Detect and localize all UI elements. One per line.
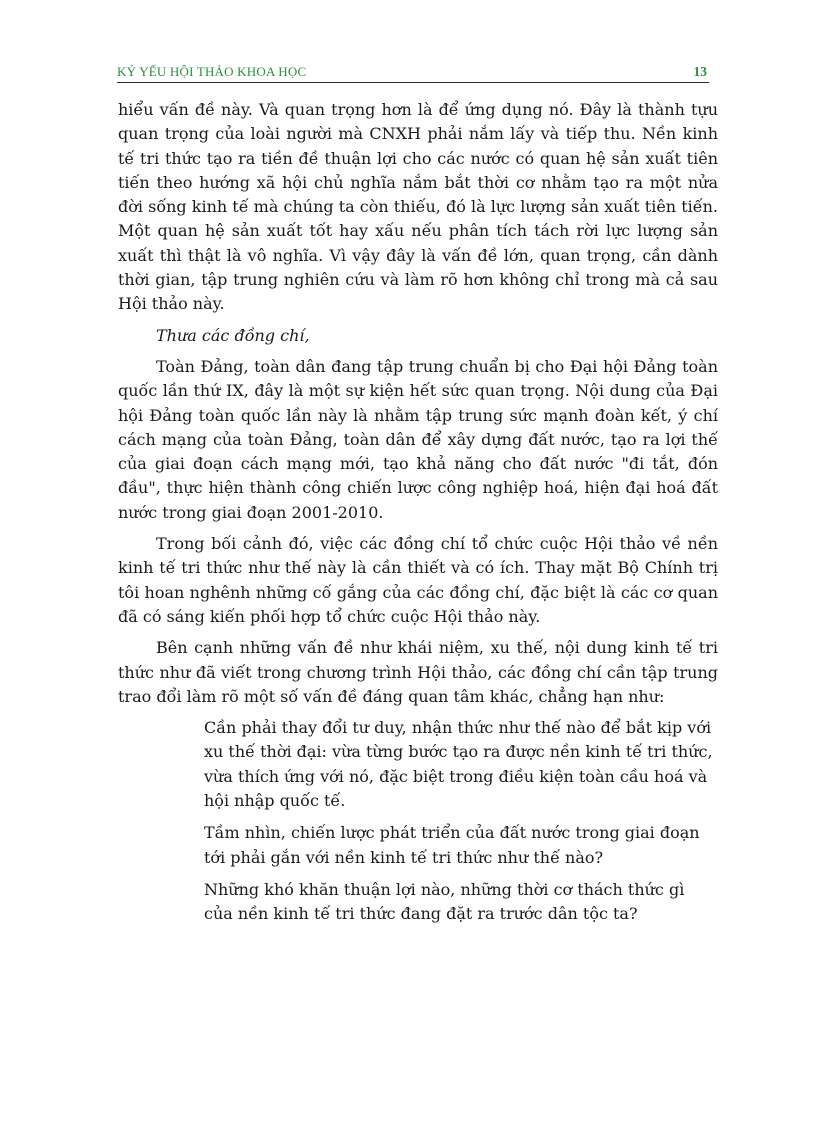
running-header <box>117 62 709 83</box>
body-paragraph-4: Bên cạnh những vấn đề như khái niệm, xu thế, nội dung kinh tế tri thức như đã viết trong chương trình Hội thảo, các đồng chí cần tập trung trao đổi làm rõ một số vấn đề đáng quan tâm khác, chẳng hạn như: <box>118 638 718 706</box>
page-number: 13 <box>693 64 707 79</box>
salutation: Thưa các đồng chí, <box>156 325 310 345</box>
question-item: Cần phải thay đổi tư duy, nhận thức như thế nào để bắt kịp với xu thế thời đại: vừa từng bước tạo ra được nền kinh tế tri thức, vừa thích ứng với nó, đặc biệt trong điều kiện toàn cầu hoá và hội nhập quốc tế. <box>204 718 713 811</box>
question-item: Những khó khăn thuận lợi nào, những thời cơ thách thức gì của nền kinh tế tri thức đang đặt ra trước dân tộc ta? <box>204 879 685 924</box>
body-paragraph-3: Trong bối cảnh đó, việc các đồng chí tổ chức cuộc Hội thảo về nền kinh tế tri thức như thế này là cần thiết và có ích. Thay mặt Bộ Chính trị tôi hoan nghênh những cố gắng của các đồng chí, đặc biệt là các cơ quan đã có sáng kiến phối hợp tổ chức cuộc Hội thảo này. <box>118 534 718 626</box>
body-paragraph-2: Toàn Đảng, toàn dân đang tập trung chuẩn bị cho Đại hội Đảng toàn quốc lần thứ IX, đây là một sự kiện hết sức quan trọng. Nội dung của Đại hội Đảng toàn quốc lần này là nhằm tập trung sức mạnh đoàn kết, ý chí cách mạng của toàn Đảng, toàn dân để xây dựng đất nước, tạo ra lợi thế của giai đoạn cách mạng mới, tạo khả năng cho đất nước "đi tắt, đón đầu", thực hiện thành công chiến lược công nghiệp hoá, hiện đại hoá đất nước trong giai đoạn 2001-2010. <box>118 356 718 522</box>
body-paragraph-1: hiểu vấn đề này. Và quan trọng hơn là để ứng dụng nó. Đây là thành tựu quan trọng của loài người mà CNXH phải nắm lấy và tiếp thu. Nền kinh tế tri thức tạo ra tiền đề thuận lợi cho các nước có quan hệ sản xuất tiên tiến theo hướng xã hội chủ nghĩa nắm bắt thời cơ nhằm tạo ra một nửa đời sống kinh tế mà chúng ta còn thiếu, đó là lực lượng sản xuất tiên tiến. Một quan hệ sản xuất tốt hay xấu nếu phân tích tách rời lực lượng sản xuất thì thật là vô nghĩa. Vì vậy đây là vấn đề lớn, quan trọng, cần dành thời gian, tập trung nghiên cứu và làm rõ hơn không chỉ trong mà cả sau Hội thảo này. <box>118 100 718 314</box>
header-title: KỶ YẾU HỘI THẢO KHOA HỌC <box>117 64 307 79</box>
question-item: Tầm nhìn, chiến lược phát triển của đất nước trong giai đoạn tới phải gắn với nền kinh tế tri thức như thế nào? <box>204 823 700 867</box>
document-body <box>118 98 718 935</box>
question-list <box>204 716 718 926</box>
